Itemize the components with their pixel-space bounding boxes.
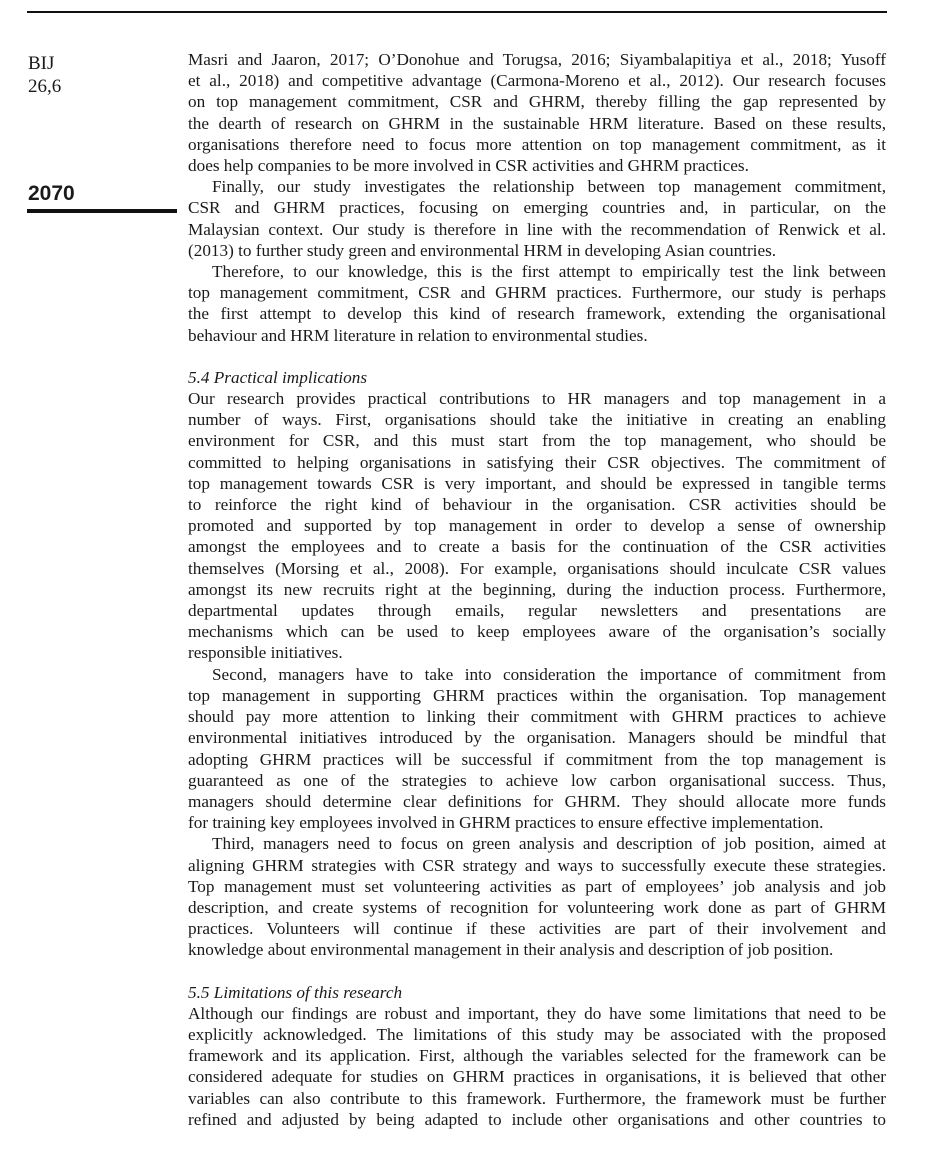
page-number-rule — [27, 209, 177, 213]
text-line: number of ways. First, organisations should take the initiative in creating an enabling — [188, 410, 886, 430]
section-gap — [188, 346, 886, 367]
paragraph — [188, 664, 886, 834]
section-heading-practical-implications: 5.4 Practical implications — [188, 367, 368, 387]
text-line: for training key employees involved in GHRM practices to ensure effective implementation. — [188, 813, 824, 833]
text-line: managers should determine clear definitions for GHRM. They should allocate more funds — [188, 791, 886, 811]
text-line: top management in supporting GHRM practices within the organisation. Top management — [188, 685, 886, 705]
text-line: framework and its application. First, although the variables selected for the framework can be — [188, 1046, 886, 1066]
text-line: should pay more attention to linking their commitment with GHRM practices to achieve — [188, 707, 886, 727]
text-line: Top management must set volunteering activities as part of employees’ job analysis and job — [188, 876, 886, 896]
journal-volume-issue: 26,6 — [28, 76, 62, 97]
text-line: (2013) to further study green and environmental HRM in developing Asian countries. — [188, 240, 777, 260]
text-line: aligning GHRM strategies with CSR strategy and ways to successfully execute these strategies. — [188, 855, 886, 875]
text-line: Finally, our study investigates the relationship between top management commitment, — [212, 177, 886, 197]
text-line: knowledge about environmental management in their analysis and description of job position. — [188, 940, 834, 960]
text-line: environmental initiatives introduced by the organisation. Managers should be mindful that — [188, 728, 886, 748]
text-line: the dearth of research on GHRM in the sustainable HRM literature. Based on these results, — [188, 113, 886, 133]
text-line: variables can also contribute to this framework. Furthermore, the framework must be further — [188, 1088, 886, 1108]
text-line: responsible initiatives. — [188, 643, 343, 663]
text-line: amongst its new recruits right at the beginning, during the induction process. Furthermore, — [188, 579, 886, 599]
text-line: promoted and supported by top management in order to develop a sense of ownership — [188, 516, 886, 536]
section-gap — [188, 961, 886, 982]
text-line: environment for CSR, and this must start from the top management, who should be — [188, 431, 886, 451]
section-heading-limitations: 5.5 Limitations of this research — [188, 982, 403, 1002]
text-line: committed to helping organisations in satisfying their CSR objectives. The commitment of — [188, 452, 886, 472]
paragraph — [188, 833, 886, 960]
text-line: considered adequate for studies on GHRM practices in organisations, it is believed that other — [188, 1067, 886, 1087]
paragraph — [188, 1003, 886, 1130]
body-text — [188, 49, 886, 1130]
paragraph — [188, 49, 886, 176]
paragraph — [188, 261, 886, 346]
text-line: Second, managers have to take into consideration the importance of commitment from — [212, 664, 886, 684]
text-line: practices. Volunteers will continue if these activities are part of their involvement and — [188, 919, 886, 939]
text-line: the first attempt to develop this kind of research framework, extending the organisational — [188, 304, 886, 324]
text-line: to reinforce the right kind of behaviour in the organisation. CSR activities should be — [188, 495, 886, 515]
text-line: organisations therefore need to focus more attention on top management commitment, as it — [188, 134, 886, 154]
text-line: top management commitment, CSR and GHRM practices. Furthermore, our study is perhaps — [188, 283, 886, 303]
text-line: departmental updates through emails, regular newsletters and presentations are — [188, 601, 886, 621]
text-line: mechanisms which can be used to keep employees aware of the organisation’s socially — [188, 622, 886, 642]
journal-name: BIJ — [28, 53, 55, 74]
text-line: Therefore, to our knowledge, this is the first attempt to empirically test the link between — [212, 262, 886, 282]
text-line: Malaysian context. Our study is therefore in line with the recommendation of Renwick et al. — [188, 219, 886, 239]
page-number: 2070 — [28, 182, 75, 205]
journal-info — [28, 52, 61, 98]
paragraph — [188, 388, 886, 664]
paragraph — [188, 176, 886, 261]
text-line: themselves (Morsing et al., 2008). For example, organisations should inculcate CSR values — [188, 558, 886, 578]
text-line: Third, managers need to focus on green analysis and description of job position, aimed at — [212, 834, 886, 854]
text-line: Our research provides practical contributions to HR managers and top management in a — [188, 389, 886, 409]
text-line: behaviour and HRM literature in relation to environmental studies. — [188, 325, 648, 345]
top-rule — [27, 11, 887, 13]
text-line: on top management commitment, CSR and GHRM, thereby filling the gap represented by — [188, 92, 886, 112]
text-line: CSR and GHRM practices, focusing on emerging countries and, in particular, on the — [188, 198, 886, 218]
text-line: top management towards CSR is very important, and should be expressed in tangible terms — [188, 473, 886, 493]
text-line: Masri and Jaaron, 2017; O’Donohue and Torugsa, 2016; Siyambalapitiya et al., 2018; Yusoff — [188, 50, 886, 69]
text-line: et al., 2018) and competitive advantage (Carmona-Moreno et al., 2012). Our research focuses — [188, 71, 886, 91]
text-line: description, and create systems of recognition for volunteering work done as part of GHRM — [188, 897, 886, 917]
text-line: guaranteed as one of the strategies to achieve low carbon organisational success. Thus, — [188, 770, 886, 790]
text-line: adopting GHRM practices will be successful if commitment from the top management is — [188, 749, 886, 769]
text-line: refined and adjusted by being adapted to include other organisations and other countries to — [188, 1109, 886, 1129]
text-line: does help companies to be more involved in CSR activities and GHRM practices. — [188, 156, 749, 176]
text-line: explicitly acknowledged. The limitations of this study may be associated with the proposed — [188, 1024, 886, 1044]
text-line: Although our findings are robust and important, they do have some limitations that need to be — [188, 1003, 886, 1023]
text-line: amongst the employees and to create a basis for the continuation of the CSR activities — [188, 537, 886, 557]
